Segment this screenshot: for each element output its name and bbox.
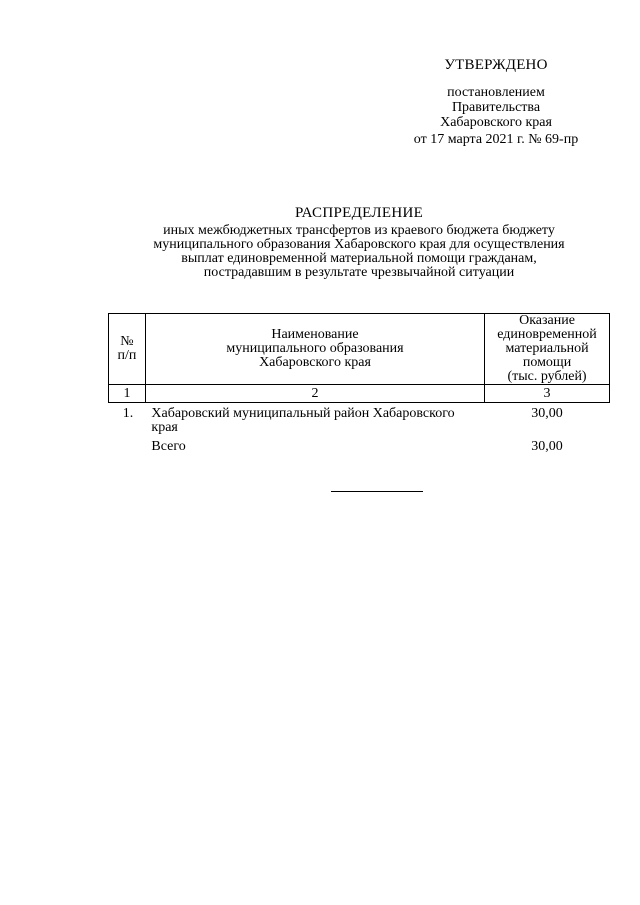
- subtitle-line: муниципального образования Хабаровского края для осуществления: [153, 237, 565, 252]
- header-amount-line: (тыс. рублей): [507, 369, 587, 384]
- header-amount: [485, 314, 610, 385]
- row-municipality: Хабаровский муниципальный район Хабаровского края: [151, 406, 455, 435]
- row-total-amount: 30,00: [531, 439, 563, 454]
- header-municipality-line: Хабаровского края: [259, 355, 371, 370]
- header-amount-line: помощи: [522, 355, 572, 370]
- header-number-line: п/п: [117, 348, 137, 363]
- approval-block: [392, 58, 600, 147]
- row-number: 1.: [122, 406, 134, 421]
- row-total-label: Всего: [151, 439, 186, 454]
- header-number-line: №: [120, 334, 134, 349]
- header-number: [109, 314, 146, 385]
- row-number: [109, 435, 146, 454]
- subtitle-line: пострадавшим в результате чрезвычайной ситуации: [203, 265, 515, 280]
- approval-line-2: Правительства: [451, 100, 541, 115]
- approval-date: от 17 марта 2021 г. № 69-пр: [413, 132, 579, 147]
- header-municipality: [145, 314, 484, 385]
- header-amount-line: единовременной: [497, 327, 597, 342]
- column-number: 2: [145, 385, 484, 403]
- column-number: 1: [109, 385, 146, 403]
- row-amount: 30,00: [531, 406, 563, 421]
- header-municipality-line: муниципального образования: [226, 341, 404, 356]
- approval-line-3: Хабаровского края: [440, 115, 552, 130]
- header-municipality-line: Наименование: [271, 327, 359, 342]
- document-title: РАСПРЕДЕЛЕНИЕ: [294, 205, 424, 221]
- column-number: 3: [485, 385, 610, 403]
- approval-line-1: постановлением: [447, 85, 545, 100]
- column-number-row: [109, 385, 610, 403]
- table-header-row: [109, 314, 610, 385]
- document-subtitle: [100, 224, 618, 280]
- header-amount-line: Оказание: [519, 313, 575, 328]
- end-divider: [331, 491, 423, 492]
- subtitle-line: иных межбюджетных трансфертов из краевого бюджета бюджету: [163, 223, 555, 238]
- table-row-total: [109, 435, 610, 454]
- header-amount-line: материальной: [505, 341, 589, 356]
- approval-stamp: УТВЕРЖДЕНО: [444, 57, 548, 73]
- table-row: [109, 403, 610, 436]
- distribution-table: [108, 313, 610, 454]
- subtitle-line: выплат единовременной материальной помощи гражданам,: [181, 251, 537, 266]
